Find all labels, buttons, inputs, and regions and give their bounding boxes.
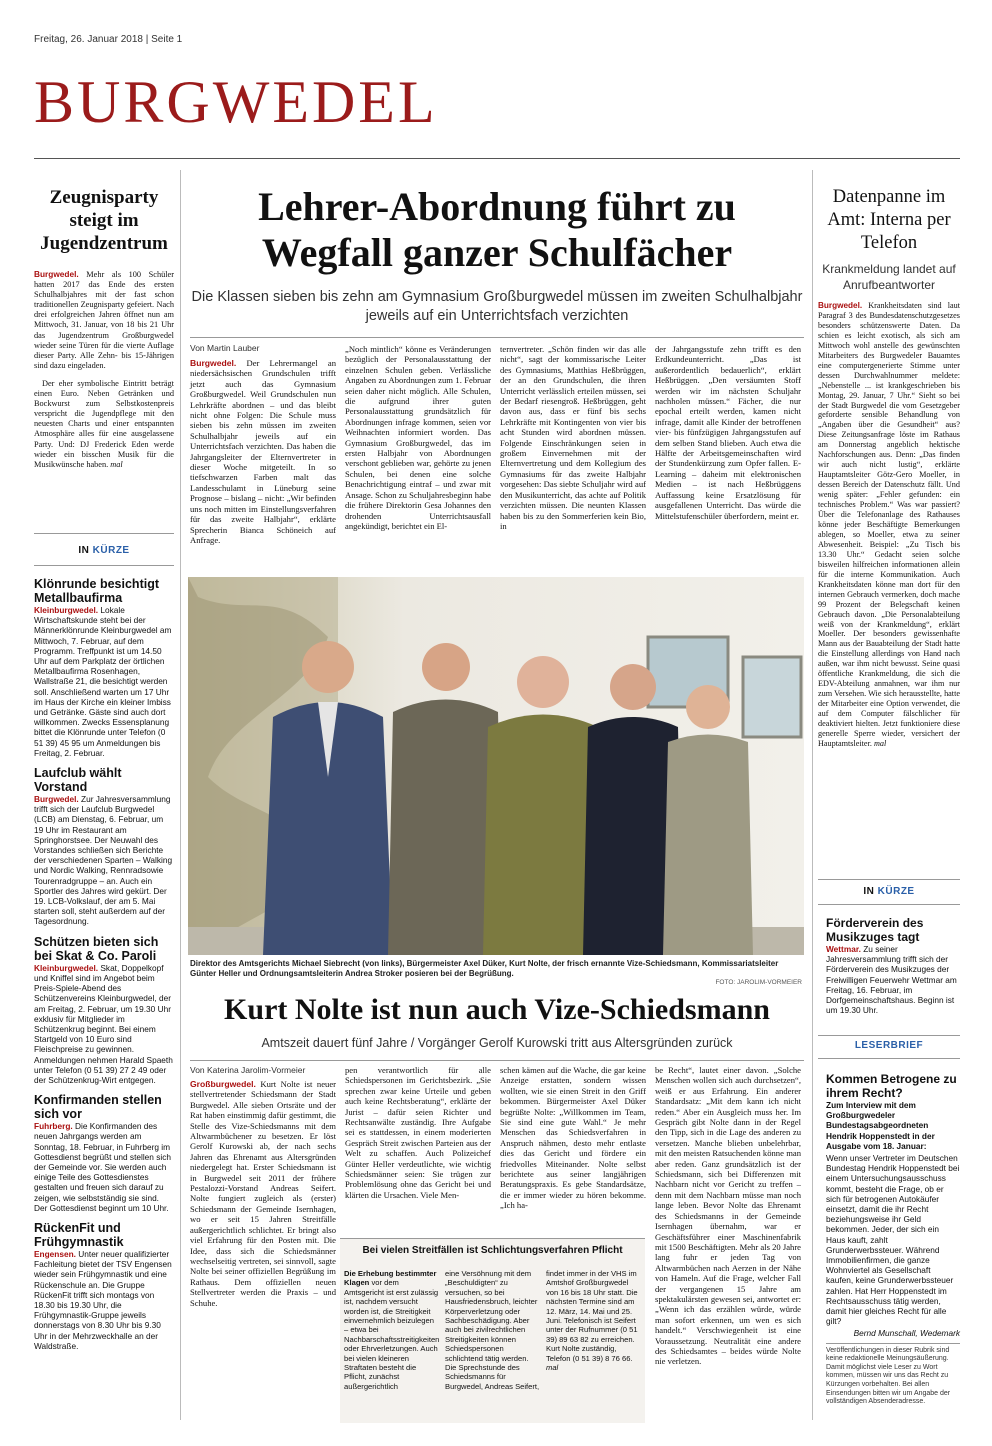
divider bbox=[818, 904, 960, 905]
brief-title: Klönrunde besichtigt Metallbaufirma bbox=[34, 577, 159, 605]
right-article: Burgwedel. Krankheitsdaten sind laut Paragraf 3 des Bundesdatenschutzgesetzes besonders schützenswerte Daten. Da schien es leicht exotisch, als sich am Mittwoch wohl anstelle des gewünschten Mitarbeiters des Burgwedeler Bauamtes eine computergenerierte Stimme unter dessen Durchwahlnummer meldete: „Nebenstelle ... ist krankgeschrieben bis Montag, 29. Januar, 7 Uhr.“ Sieht so bei der Stadt Burgwedel die vom Gesetzgeber geforderte sensible Behandlung von „Angaben über die Gesundheit“ aus? Diese Zeitungsanfrage löste im Rathaus am Donnerstag angeblich hektische Nachforschungen aus. Denn: „Das finden wir auch nicht lustig“, erklärte Hauptamtsleiter Götz-Gero Moeller, in dessen Bereich der Datenschutz fällt. Und wenig später: „Fehler gefunden: ein technisches Problem.“ Was war passiert? Über die Telefonanlage des Rathauses könne jeder Beschäftigte Bemerkungen ablegen, so Moeller, etwa zu seiner Abwesenheit. Beispiel: „Zu Tisch bis 13.30 Uhr.“ Gedacht seien solche bisweilen hilfreichen informationen allein für die interne Kommunikation. Auch Krankheitsdaten könne man dort für den internen Gebrauch vermerken, doch mache 99 Prozent der Belegschaft keinen Gebrauch davon. „Die Personalabteilung weiß von der Krankmeldung“, erklärt Moeller. Der besonders gewissenhafte Mann aus der Bauabteilung der Stadt hatte die Einstellung allerdings von Hand nach außen, war ihm nicht bewusst. Seine quasi öffentliche Krankmeldung, die sich die EDV-Abteilung anmahnen, war ihm nur zum Versehen. Wie sich herausstellte, hatte der Mitarbeiter eine Option verwendet, die auf dem Computer fälschlicher für deaktiviert hielten. Jetzt funktioniere diese generelle Sperre wieder, versichert der Hauptamtsleiter. mal bbox=[818, 301, 960, 748]
brief-title: Förderverein des Musikzuges tagt bbox=[826, 916, 924, 944]
masthead: BURGWEDEL bbox=[34, 69, 438, 135]
brief-item bbox=[34, 577, 174, 758]
briefs-list bbox=[34, 577, 174, 1353]
divider bbox=[818, 1058, 960, 1059]
photo-caption: Direktor des Amtsgerichts Michael Siebrecht (von links), Bürgermeister Axel Düker, Kurt Nolte, der frisch ernannte Vize-Schiedsmann, Kommissariatsleiter Günter Heller und Ordnungsamtsleiterin Andrea Stroker posieren bei der Begrüßung. bbox=[190, 959, 779, 978]
leserbrief-note-wrap bbox=[826, 1343, 960, 1407]
story2-byline: Von Katerina Jarolim-Vormeier bbox=[190, 1065, 306, 1075]
left-article-p2: Der eher symbolische Eintritt beträgt einen Euro. Neben Getränken und Bockwurst zum Selbstkostenpreis verspricht die Jugendpflege mit den neuesten Charts und einer entspannten Atmosphäre alles für eine ausgelassene Party. Und: DJ Frederick Eden werde wieder ein bisschen Musik für die Musikwünsche haben. mal bbox=[34, 378, 174, 469]
divider bbox=[818, 1035, 960, 1036]
leserbrief bbox=[826, 1072, 960, 1409]
story2-headline: Kurt Nolte ist nun auch Vize-Schiedsmann bbox=[224, 993, 770, 1026]
column-rule bbox=[180, 170, 181, 1420]
main-deck: Die Klassen sieben bis zehn am Gymnasium Großburgwedel müssen im zweiten Schulhalbjahr jeweils auf ein Unterrichtsfach verzichten bbox=[191, 289, 803, 324]
dateline: Freitag, 26. Januar 2018 | Seite 1 bbox=[34, 34, 183, 45]
divider bbox=[34, 565, 174, 566]
right-column bbox=[818, 186, 960, 749]
story2-col-1: Großburgwedel. Kurt Nolte ist neuer stellvertretender Schiedsmann der Stadt Burgwedel. Alle sieben Ortsräte und der Rat haben einstimmig dafür gestimmt, die Stelle des Vize-Schiedsmanns mit dem Altwarmbüchener zu besetzen. Er löst Gerolf Kurowski ab, der nach sechs Jahren das Ehrenamt aus Altersgründen niedergelegt hat. Erster Schiedsmann ist in Burgwedel seit 2011 der frühere Pestalozzi-Vorstand Andreas Seifert. Nolte fungiert zugleich als (erster) Schiedsmann der Gemeinde Isernhagen, wo er seit 15 Jahren Streitfälle außergerichtlich schlichtet. Er bringt also viel Erfahrung für den Posten mit. Die Idee, dass sich die Schiedsmänner wechselseitig vertreten, sei sinnvoll, sagte Nolte bei seiner offiziellen Begrüßung im Rathaus. Dem offiziellen neuen Stellvertreter werden die Praxis – und Schuhe. bbox=[190, 1079, 336, 1308]
info-box-title: Bei vielen Streitfällen ist Schlichtungsverfahren Pflicht bbox=[362, 1245, 623, 1256]
main-col-1: Burgwedel. Der Lehrermangel an niedersächsischen Grundschulen trifft jetzt auch das Gymnasium Großburgwedel. Weil Grundschulen nun Lehrkräfte abordnen – und das bleibt nicht ohne Folgen: Die Schule muss sieben bis zehn müssen im zweiten Schulhalbjahr jeweils auf ein Unterrichtsfach verzichten. Das haben die Jahrgangsleiter der Elternvertreter in dieser Woche mitgeteilt. In so tiefschwarzen Farben malt das Landesschulamt in Lüneburg seine Prognose – bislang – nicht: „Wir befinden uns noch mitten im Einstellungsverfahren für das zweite Halbjahr“, erklärte Sprecherin Bianca Schöneich auf Anfrage. bbox=[190, 358, 337, 545]
leserbrief-reference: Zum Interview mit dem Großburgwedeler Bundestagsabgeordneten Hendrik Hoppenstedt in der Ausgabe vom 18. Januar: bbox=[826, 1100, 935, 1151]
brief-text: Kleinburgwedel. Skat, Doppelkopf und Kniffel sind im Angebot beim Preis-Spiele-Abend des Schützenvereins Kleinburgwedel, der am Freitag, 2. Februar, um 19.30 Uhr exklusiv für Mitglieder im Schützenkrug beginnt. Bei einem Startgeld von 10 Euro sind Fleischpreise zu gewinnen. Anmeldungen nehmen Harald Spaeth unter Telefon (0 51 39) 27 2 49 oder der Schützenkrug-Wirt entgegen. bbox=[34, 962, 173, 1085]
brief-item bbox=[34, 1093, 174, 1213]
brief-title: Konfirmanden stellen sich vor bbox=[34, 1093, 162, 1122]
left-column bbox=[34, 186, 174, 470]
right-brief bbox=[826, 916, 960, 1017]
main-col-3: ternvertreter. „Schön finden wir das alle nicht“, sagt der kommissarische Leiter des Gymnasiums, Matthias Heßbrüggen, der an den Grundschulen, die ihren Unterricht verlässlich erteilen müssen, sei der Bedarf riesengroß. Heßbrüggen, geht davon aus, dass er fünf bis sechs Lehrkräfte mit Kontingenten von vier bis acht Stunden wird abordnen müssen. Folgende Einschränkungen seien in großem Einvernehmen mit der Elternvertretung und dem Kollegium des Gymnasiums für das zweite Halbjahr vorgesehen: Das siebte Schuljahr wird auf den Musikunterricht, das achte auf Politik verzichten müssen. Die neunten Klassen haben bis zu den Sommerferien kein Bio, in bbox=[500, 344, 646, 531]
divider bbox=[34, 533, 174, 534]
info-box-col-2: eine Versöhnung mit dem „Beschuldigten“ zu versuchen, so bei Hausfriedensbruch, leichter Körperverletzung oder Sachbeschädigung. Aber auch bei zivilrechtlichen Streitigkeiten können Schiedspersonen schlichtend tätig werden. Die Sprechstunde des Schiedsmanns für Burgwedel, Andreas Seifert, bbox=[445, 1269, 540, 1391]
info-box bbox=[340, 1238, 645, 1423]
brief-title: Laufclub wählt Vorstand bbox=[34, 766, 122, 795]
photo-illustration bbox=[188, 577, 804, 955]
in-kurze-label: IN KÜRZE bbox=[863, 886, 915, 897]
column-rule bbox=[812, 170, 813, 1420]
brief-title: Schützen bieten sich bei Skat & Co. Paroli bbox=[34, 934, 159, 963]
masthead-rule bbox=[34, 158, 960, 159]
main-col-4: der Jahrgangsstufe zehn trifft es den Erdkundeunterricht. „Das ist außerordentlich bedauerlich“, erklärt Heßbrüggen. „Den versäumten Stoff werden wir im nächsten Schuljahr nachholen müssen.“ Fächer, die nur epochal erteilt werden, kamen nicht infrage, damit alle Kinder der betroffenen vier- bis fünfzügigen Jahrgangsstufen auf dem selben Stand blieben. Auch etwa die Hälfte der Arbeitsgemeinschaften wird der Stundenkürzung zum Opfer fallen. E-Learning – daheim mit elektronischen Medien – ist nach Heßbrüggens Auffassung keine Ersatzlösung für ausgefallenen Unterricht. Das würde die Mittelstufenschüler überfordern, meint er. bbox=[655, 344, 801, 521]
main-byline: Von Martin Lauber bbox=[190, 343, 260, 353]
left-headline: Zeugnisparty steigt im Jugendzentrum bbox=[40, 187, 168, 254]
divider bbox=[818, 879, 960, 880]
brief-text: Engensen. Unter neuer qualifizierter Fachleitung bietet der TSV Engensen wieder sein Frühgymnastik und eine Rückenschule an. Die Gruppe RückenFit trifft sich montags von 18.30 bis 19.30 Uhr, die Frühgymnastik-Gruppe jeweils donnerstags von 8.30 Uhr bis 9.30 Uhr in der Mehrzweckhalle an der Waldstraße. bbox=[34, 1248, 172, 1351]
leserbrief-headline: Kommen Betrogene zu ihrem Recht? bbox=[826, 1072, 957, 1100]
info-box-col-1: Die Erhebung bestimmter Klagen vor dem Amtsgericht ist erst zulässig ist, nachdem versucht worden ist, die Streitigkeit einvernehmlich beizulegen – etwa bei Nachbarschaftsstreitigkeiten oder Ehrverletzungen. Auch bei vielen kleineren Straftaten besteht die Pflicht, zunächst außergerichtlich bbox=[344, 1269, 440, 1391]
main-col-2: „Noch mintlich“ könne es Veränderungen bezüglich der Personalausstattung der einzelnen Schulen geben. Verlässliche Angaben zu Abordnungen zum 1. Februar seien daher nicht möglich. Alle Schulen, die aufgrund ihrer guten Personalausstattung grundsätzlich für Abordnungen infrage kommen, seien vor Weihnachten informiert worden. Das Gymnasium Großburgwedel, das im ersten Halbjahr von Abordnungen verschont geblieben war, gehörte zu jenen Schulen, bei denen eine solche Benachrichtigung eintraf – und zwar mit Ansage. Schon zu Schuljahresbeginn habe die frühere Direktorin Gesa Johannes den drohenden Unterrichtsausfall angekündigt, berichtet ein El- bbox=[345, 344, 491, 531]
leserbrief-author: Bernd Munschall, Wedemark bbox=[853, 1328, 960, 1339]
brief-item bbox=[34, 935, 174, 1085]
main-headline: Lehrer-Abordnung führt zu Wegfall ganzer Schulfächer bbox=[258, 184, 736, 275]
brief-text: Fuhrberg. Die Konfirmanden des neuen Jahrgangs werden am Sonntag, 18. Februar, in Fuhrberg im Gottesdienst begrüßt und stellen sich der Gemeinde vor. Sie werden auch einige Teile des Gottesdienstes gestalten und freuen sich darauf zu zeigen, wie selbstständig sie sind. Der Gottesdienst beginnt um 10 Uhr. bbox=[34, 1121, 171, 1213]
info-box-col-3: findet immer in der VHS im Amtshof Großburgwedel von 16 bis 18 Uhr statt. Die nächsten Termine sind am 12. März, 14. Mai und 25. Juni. Telefonisch ist Seifert unter der Rufnummer (0 51 39) 89 63 82 zu erreichen. Kurt Nolte zuständig, Telefon (0 51 39) 8 76 66. mal bbox=[546, 1269, 638, 1373]
brief-item bbox=[34, 766, 174, 927]
group-photo bbox=[188, 577, 804, 955]
brief-text: Burgwedel. Zur Jahresversammlung trifft sich der Laufclub Burgwedel (LCB) am Dienstag, 6. Februar, um 19 Uhr im Restaurant am Springhorstsee. Der Neuwahl des Vorstandes schließen sich Berichte der verschiedenen Sparten – Walking und Nordic Walking, Rennradsowie Tourenradgruppe – an. Auch ein Sportler des Jahres wird gekürt. Der 19. LCB-Volkslauf, der am 5. Mai starten soll, steht außerdem auf der Tagesordnung. bbox=[34, 794, 173, 927]
right-deck: Krankmeldung landet auf Anrufbeantworter bbox=[822, 262, 956, 292]
in-kurze-label: IN KÜRZE bbox=[78, 545, 130, 556]
leserbrief-label: LESERBRIEF bbox=[854, 1040, 924, 1051]
brief-text: Wettmar. Zu seiner Jahresversammlung trifft sich der Förderverein des Musikzuges der Freiwilligen Feuerwehr Wettmar am Freitag, 16. Februar, im Dorfgemeinschaftshaus. Beginn ist um 19.30 Uhr. bbox=[826, 944, 957, 1016]
leserbrief-note: Veröffentlichungen in dieser Rubrik sind keine redaktionelle Meinungsäußerung. Damit möglichst viele Leser zu Wort kommen, müssen wir uns das Recht zu Kürzungen vorbehalten. Bei allen Einsendungen bitten wir um Angabe der vollständigen Absenderadresse. bbox=[826, 1346, 951, 1406]
story2-col-3: schen kämen auf die Wache, die gar keine Anzeige erstatten, sondern wissen wollten, wie sie einen Streit in den Griff bekommen. Bürgermeister Axel Düker begrüßte Nolte: „Willkommen im Team, Sie sind eine gute Wahl.“ Je mehr Menschen das Schiedsverfahren in Anspruch nähmen, desto mehr entlaste dies das Gericht und fördere ein friedvolles Miteinander. Nolte selbst berichtete aus seiner langjährigen Beratungspraxis. Es gebe Standardsätze, die er immer wieder zu hören bekomme. „Ich ha- bbox=[500, 1065, 646, 1211]
leserbrief-text: Wenn unser Vertreter im Deutschen Bundestag Hendrik Hoppenstedt bei einem Untersuchungsausschuss kommt, besteht die Frage, ob er sich für betrogenen Autokäufer einsetzt, damit die ihr Recht beziehungsweise ihr Geld bekommen. Jeder, der sich ein Haus kauft, zahlt Grunderwerbssteuer. Während Immobilienfirmen, die ganze Wohnviertel als Gesellschaft kaufen, keine Grunderwerbssteuer zahlen. Hat Herr Hoppenstedt im Rechtsausschuss tätig werden, damit hier gleiches Recht für alle gilt? bbox=[826, 1153, 960, 1327]
story2-col-4: be Recht“, lautet einer davon. „Solche Menschen wollen sich auch durchsetzen“, weiß er aus Erfahrung. Ein anderer Standardsatz: „Mit dem kann ich nicht reden.“ Aber ein Ausgleich muss her. Im Gespräch gibt Nolte dann in der Regel den Tipp, sich in die Lage des anderen zu versetzen. Manche blieben unbelehrbar, mit den meisten Ratsuchenden könne man aber reden. Ganz grundsätzlich ist der Schiedsmann, sich bei Differenzen mit Nachbarn nicht vor Gericht zu treffen – denn mit dem Nachbarn müsse man noch lange leben. Bevor Nolte das Ehrenamt des Schiedsmanns in der Gemeinde Isernhagen übernahm, war er Geschäftsführer einer Maschinenfabrik mit 1500 Beschäftigten. Mehr als 20 Jahre lang fuhr er jeden Tag von Altwarmbüchen nach Aerzen in der Nähe von Hameln. Auf die Frage, welcher Fall der vergangenen 15 Jahre am spektakulärsten gewesen sei, antwortet er: „Wenn ich das erzählen würde, würde man sofort erkennen, um wen es sich handelt.“ Verschwiegenheit ist eine Voraussetzung. Neutralität eine andere des Schiedsamtes – beides würde Nolte nie verletzen. bbox=[655, 1065, 801, 1367]
right-headline: Datenpanne im Amt: Interna per Telefon bbox=[827, 187, 951, 253]
divider bbox=[190, 1060, 804, 1061]
divider bbox=[190, 337, 804, 338]
story2-col-2: pen verantwortlich für alle Schiedspersonen im Gerichtsbezirk. „Sie sprechen zwar keine Urteile und geben auch keine Rechtsberatung“, erklärte der Jurist – dafür seien Richter und Rechtsanwälte zuständig. Ihre Aufgabe sei es stattdessen, in einem moderierten Gespräch Streit zwischen Parteien aus der Welt zu schaffen. Auch Polizeichef Günter Heller verdeutlichte, wie wichtig Schiedsmänner seien: Sie trügen zur Problemlösung ohne das Gericht bei und klärten die Ursachen. Viele Men- bbox=[345, 1065, 491, 1200]
story2-deck: Amtszeit dauert fünf Jahre / Vorgänger Gerolf Kurowski tritt aus Altersgründen zurück bbox=[261, 1036, 733, 1050]
brief-title: RückenFit und Frühgymnastik bbox=[34, 1220, 124, 1249]
brief-text: Kleinburgwedel. Lokale Wirtschaftskunde steht bei der Männerklönrunde Kleinburgwedel am Mittwoch, 7. Februar, auf dem Programm. Treffpunkt ist um 14.50 Uhr auf dem Parkplatz der örtlichen Metallbaufirma Rosenhagen, Wallstraße 21, die besichtigt werden soll. Anschließend warten um 17 Uhr im Haus der Kirche ein kleiner Imbiss und Getränke. Gäste sind auch dort willkommen. Zwecks Essensplanung bittet die Klönrunde unter Telefon (0 51 39) 45 95 um Anmeldungen bis Freitag, 2. Februar. bbox=[34, 605, 172, 758]
brief-item bbox=[34, 1221, 174, 1351]
left-article: Burgwedel. Mehr als 100 Schüler hatten 2017 das Ende des ersten Schulhalbjahres mit der fast schon traditionellen Zeugnisparty gefeiert. Nach drei erfolgreichen Jahren öffnet nun am Mittwoch, 31. Januar, von 18 bis 21 Uhr das Jugendzentrum Großburgwedel wieder seine Türen für die vierte Auflage dieser Party. Alle Zehn- bis 15-Jährigen sind dazu eingeladen. bbox=[34, 269, 174, 370]
photo-credit: FOTO: JAROLIM-VORMEIER bbox=[715, 979, 802, 986]
